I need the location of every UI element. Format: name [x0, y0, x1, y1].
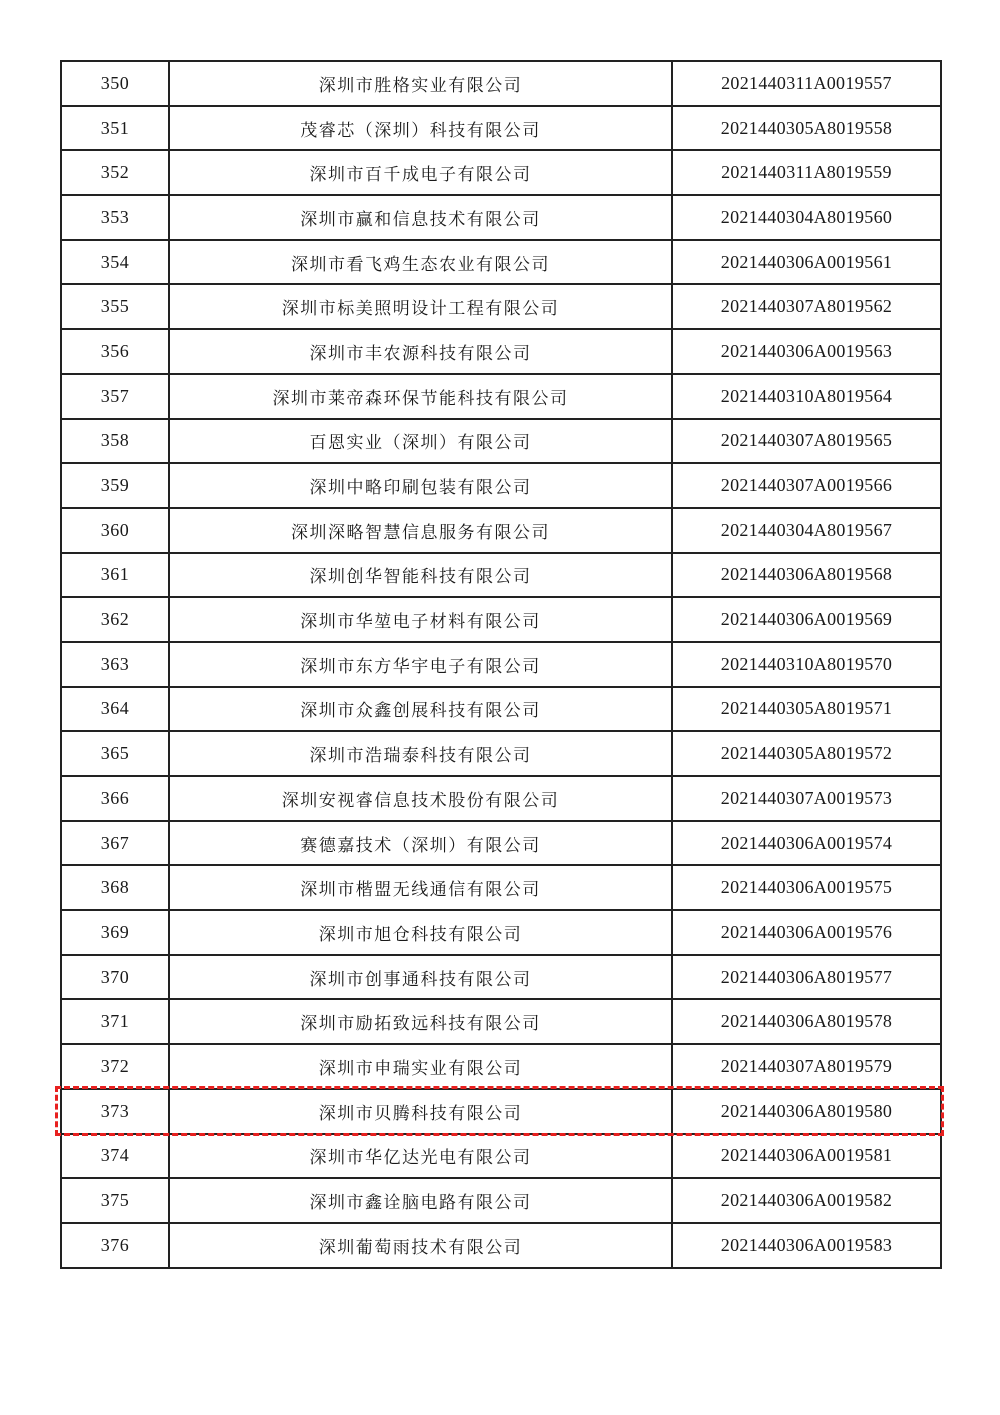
row-number-cell: 357: [61, 374, 169, 419]
registration-code-cell: 2021440305A8019572: [672, 731, 941, 776]
table-row: [61, 195, 941, 240]
registration-code-cell: 2021440306A0019575: [672, 865, 941, 910]
company-name-cell: 深圳市鑫诠脑电路有限公司: [169, 1178, 672, 1223]
row-number-cell: 359: [61, 463, 169, 508]
company-name-cell: 百恩实业（深圳）有限公司: [169, 419, 672, 464]
table-row: [61, 329, 941, 374]
company-name-cell: 深圳市莱帝森环保节能科技有限公司: [169, 374, 672, 419]
company-name-cell: 深圳市励拓致远科技有限公司: [169, 999, 672, 1044]
table-row: [61, 910, 941, 955]
table-row: [61, 553, 941, 598]
registration-code-cell: 2021440306A0019561: [672, 240, 941, 285]
table-row: [61, 687, 941, 732]
registration-code-cell: 2021440310A8019564: [672, 374, 941, 419]
company-name-cell: 深圳市看飞鸡生态农业有限公司: [169, 240, 672, 285]
row-number-cell: 361: [61, 553, 169, 598]
row-number-cell: 373: [61, 1089, 169, 1134]
table-row: [61, 1089, 941, 1134]
table-body: [61, 61, 941, 1268]
company-name-cell: 深圳市浩瑞泰科技有限公司: [169, 731, 672, 776]
company-name-cell: 深圳创华智能科技有限公司: [169, 553, 672, 598]
company-name-cell: 深圳葡萄雨技术有限公司: [169, 1223, 672, 1268]
registration-code-cell: 2021440306A0019576: [672, 910, 941, 955]
row-number-cell: 353: [61, 195, 169, 240]
table-row: [61, 463, 941, 508]
table-row: [61, 419, 941, 464]
company-name-cell: 深圳市东方华宇电子有限公司: [169, 642, 672, 687]
company-name-cell: 深圳市申瑞实业有限公司: [169, 1044, 672, 1089]
row-number-cell: 374: [61, 1134, 169, 1179]
table-row: [61, 240, 941, 285]
row-number-cell: 360: [61, 508, 169, 553]
row-number-cell: 375: [61, 1178, 169, 1223]
company-name-cell: 茂睿芯（深圳）科技有限公司: [169, 106, 672, 151]
registration-code-cell: 2021440307A0019573: [672, 776, 941, 821]
company-name-cell: 深圳市旭仓科技有限公司: [169, 910, 672, 955]
row-number-cell: 352: [61, 150, 169, 195]
row-number-cell: 376: [61, 1223, 169, 1268]
company-name-cell: 深圳市创事通科技有限公司: [169, 955, 672, 1000]
company-name-cell: 深圳安视睿信息技术股份有限公司: [169, 776, 672, 821]
registration-code-cell: 2021440307A8019562: [672, 284, 941, 329]
registration-code-cell: 2021440306A0019574: [672, 821, 941, 866]
table-row: [61, 999, 941, 1044]
registration-code-cell: 2021440306A8019568: [672, 553, 941, 598]
row-number-cell: 364: [61, 687, 169, 732]
row-number-cell: 363: [61, 642, 169, 687]
table-row: [61, 776, 941, 821]
registration-code-cell: 2021440306A0019583: [672, 1223, 941, 1268]
row-number-cell: 350: [61, 61, 169, 106]
company-name-cell: 深圳市华堃电子材料有限公司: [169, 597, 672, 642]
row-number-cell: 369: [61, 910, 169, 955]
company-name-cell: 深圳市华亿达光电有限公司: [169, 1134, 672, 1179]
registration-code-cell: 2021440311A0019557: [672, 61, 941, 106]
row-number-cell: 362: [61, 597, 169, 642]
row-number-cell: 367: [61, 821, 169, 866]
row-number-cell: 354: [61, 240, 169, 285]
table-row: [61, 1223, 941, 1268]
company-name-cell: 深圳市众鑫创展科技有限公司: [169, 687, 672, 732]
registration-code-cell: 2021440307A8019565: [672, 419, 941, 464]
row-number-cell: 358: [61, 419, 169, 464]
row-number-cell: 372: [61, 1044, 169, 1089]
registration-code-cell: 2021440306A0019563: [672, 329, 941, 374]
table-row: [61, 284, 941, 329]
company-name-cell: 深圳市赢和信息技术有限公司: [169, 195, 672, 240]
registration-code-cell: 2021440307A8019579: [672, 1044, 941, 1089]
company-name-cell: 深圳市百千成电子有限公司: [169, 150, 672, 195]
registration-code-cell: 2021440304A8019560: [672, 195, 941, 240]
table-row: [61, 1134, 941, 1179]
table-row: [61, 597, 941, 642]
registration-code-cell: 2021440305A8019571: [672, 687, 941, 732]
registration-code-cell: 2021440306A8019578: [672, 999, 941, 1044]
row-number-cell: 370: [61, 955, 169, 1000]
company-name-cell: 深圳市楷盟无线通信有限公司: [169, 865, 672, 910]
registration-code-cell: 2021440306A0019581: [672, 1134, 941, 1179]
table-row: [61, 150, 941, 195]
table-row: [61, 508, 941, 553]
company-name-cell: 深圳市丰农源科技有限公司: [169, 329, 672, 374]
row-number-cell: 355: [61, 284, 169, 329]
row-number-cell: 351: [61, 106, 169, 151]
row-number-cell: 371: [61, 999, 169, 1044]
company-name-cell: 深圳市胜格实业有限公司: [169, 61, 672, 106]
company-name-cell: 深圳深略智慧信息服务有限公司: [169, 508, 672, 553]
table-row: [61, 642, 941, 687]
row-number-cell: 356: [61, 329, 169, 374]
table-row: [61, 821, 941, 866]
table-row: [61, 1044, 941, 1089]
table-row: [61, 61, 941, 106]
company-name-cell: 赛德嘉技术（深圳）有限公司: [169, 821, 672, 866]
registration-code-cell: 2021440306A0019569: [672, 597, 941, 642]
row-number-cell: 365: [61, 731, 169, 776]
table-row: [61, 106, 941, 151]
registration-code-cell: 2021440307A0019566: [672, 463, 941, 508]
company-list-table: [60, 60, 942, 1269]
registration-code-cell: 2021440304A8019567: [672, 508, 941, 553]
registration-code-cell: 2021440311A8019559: [672, 150, 941, 195]
registration-code-cell: 2021440305A8019558: [672, 106, 941, 151]
registration-code-cell: 2021440306A8019577: [672, 955, 941, 1000]
company-name-cell: 深圳中略印刷包装有限公司: [169, 463, 672, 508]
table-row: [61, 731, 941, 776]
registration-code-cell: 2021440306A0019582: [672, 1178, 941, 1223]
row-number-cell: 366: [61, 776, 169, 821]
table-row: [61, 1178, 941, 1223]
table-row: [61, 374, 941, 419]
company-name-cell: 深圳市标美照明设计工程有限公司: [169, 284, 672, 329]
registration-code-cell: 2021440306A8019580: [672, 1089, 941, 1134]
table-row: [61, 865, 941, 910]
row-number-cell: 368: [61, 865, 169, 910]
registration-code-cell: 2021440310A8019570: [672, 642, 941, 687]
table-row: [61, 955, 941, 1000]
company-name-cell: 深圳市贝腾科技有限公司: [169, 1089, 672, 1134]
